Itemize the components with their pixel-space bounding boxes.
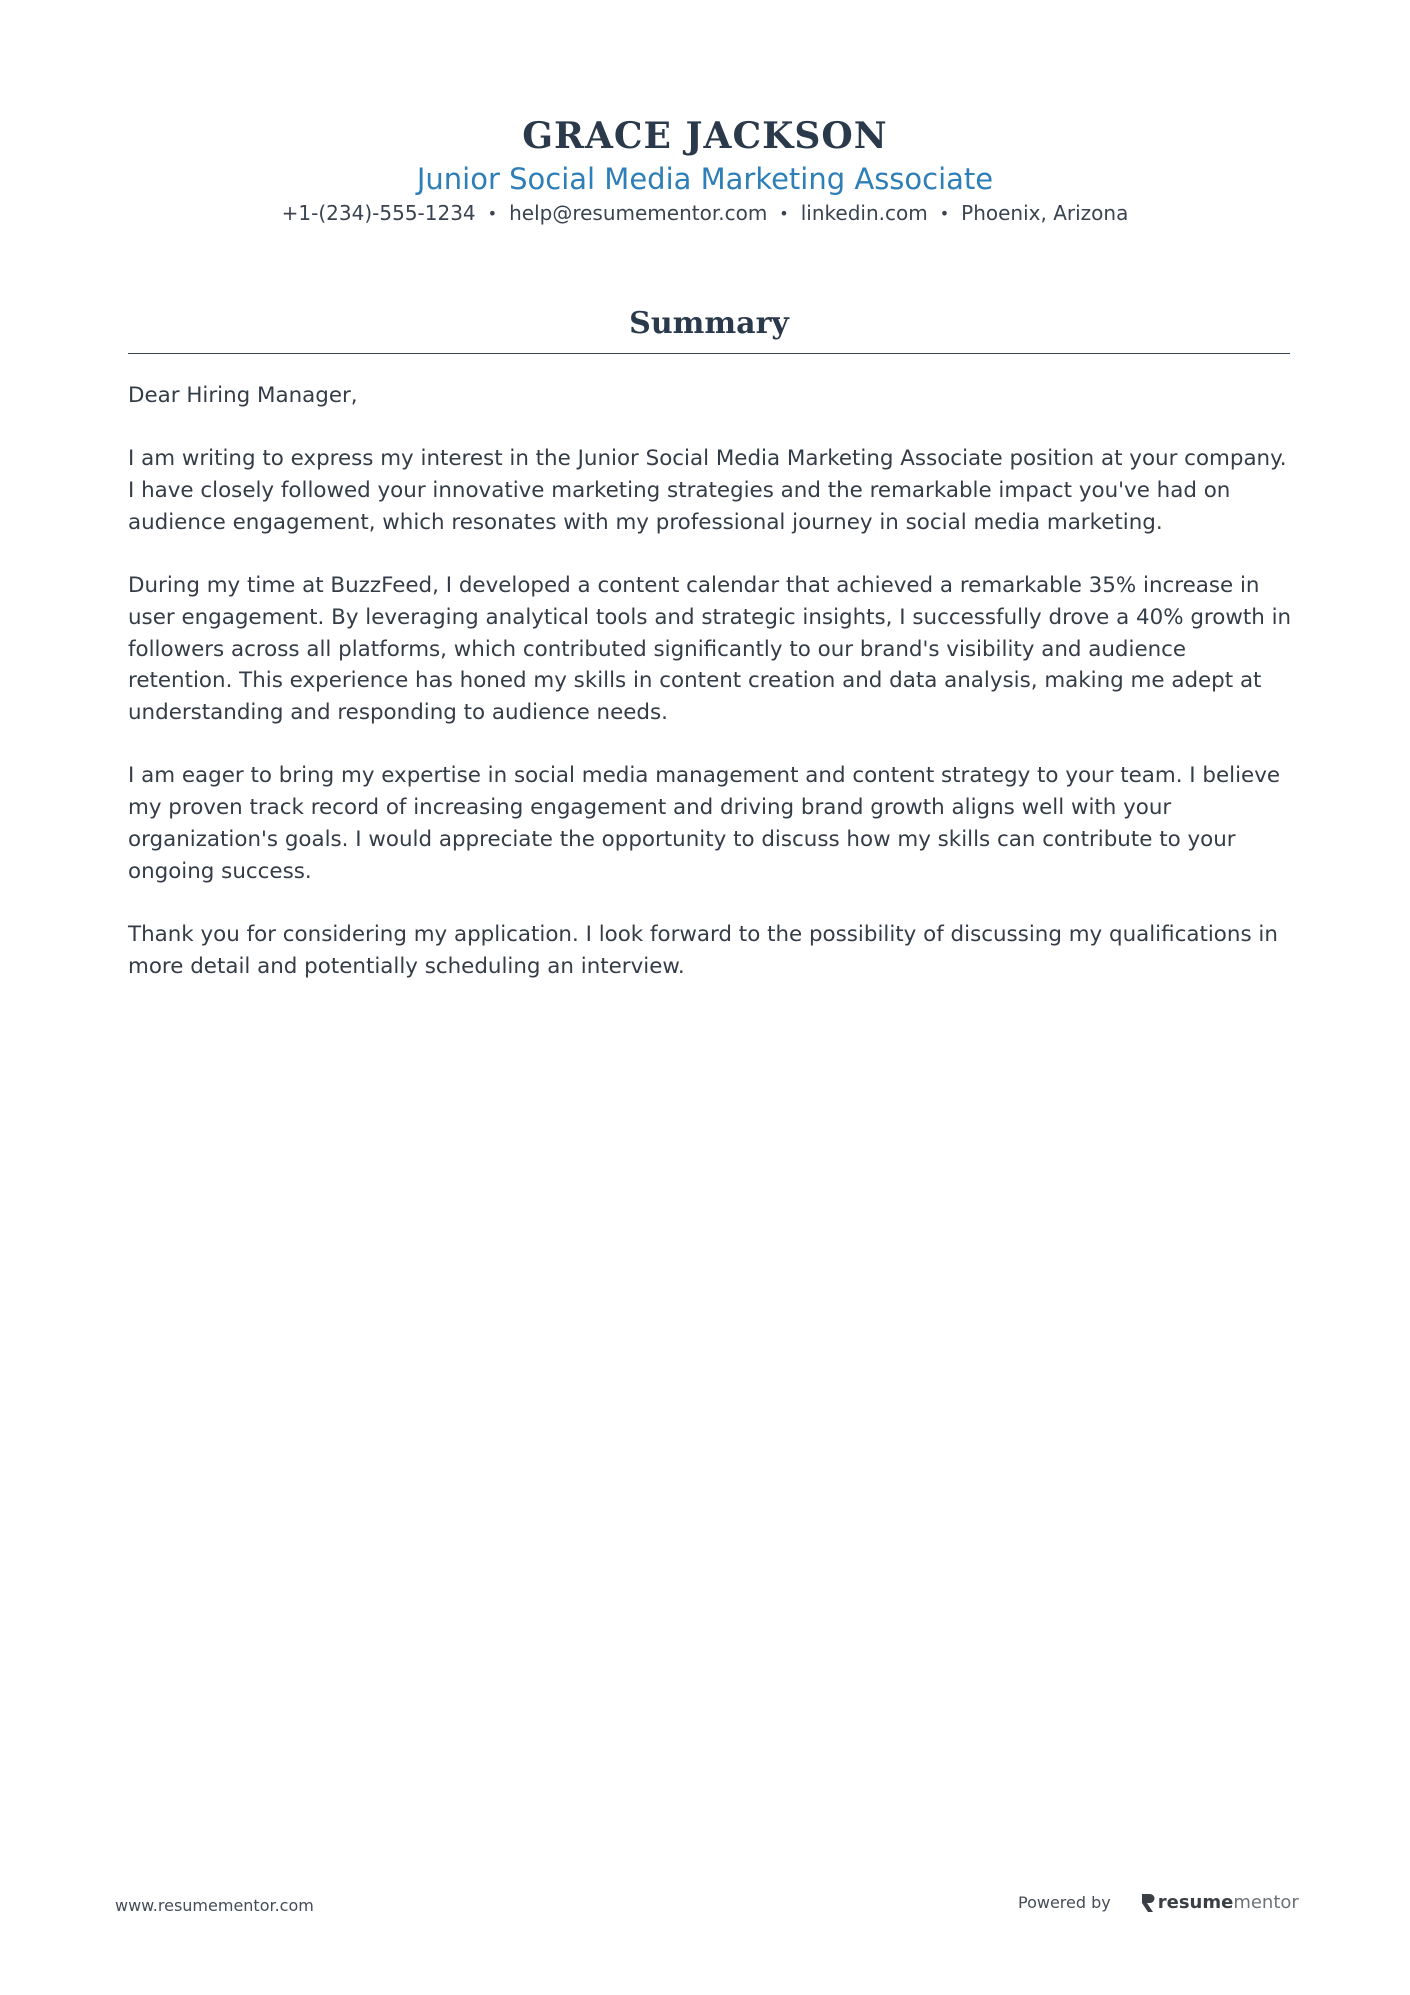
contact-location: Phoenix, Arizona	[961, 201, 1129, 225]
section-title-summary: Summary	[629, 306, 789, 341]
letter-paragraph: During my time at BuzzFeed, I developed a content calendar that achieved a remarkable 35% increase in user engagement. By leveraging analytical tools and strategic insights, I successfully drove a 40% growth in followers across all platforms, which contributed significantly to our brand's visibility and audience retention. This experience has honed my skills in content creation and data analysis, making me adept at understanding and responding to audience needs.	[128, 573, 1292, 725]
contact-separator: •	[779, 204, 789, 223]
letter-paragraph: I am writing to express my interest in the Junior Social Media Marketing Associate position at your company. I have closely followed your innovative marketing strategies and the remarkable impact you've had on audience engagement, which resonates with my professional journey in social media marketing.	[128, 446, 1287, 535]
footer-website: www.resumementor.com	[115, 1896, 314, 1915]
section-divider	[128, 353, 1290, 354]
contact-email: help@resumementor.com	[509, 201, 768, 225]
brand-name-light: mentor	[1233, 1892, 1299, 1913]
contact-phone: +1-(234)-555-1234	[281, 201, 476, 225]
contact-linkedin: linkedin.com	[800, 201, 928, 225]
job-title: Junior Social Media Marketing Associate	[416, 162, 994, 196]
letter-body	[128, 380, 1293, 1014]
contact-separator: •	[487, 204, 498, 223]
contact-separator: •	[939, 204, 950, 223]
section-heading	[128, 303, 1290, 345]
letter-paragraph: Thank you for considering my application. I look forward to the possibility of discussing my qualifications in more detail and potentially scheduling an interview.	[128, 921, 1278, 979]
powered-by-label: Powered by	[1018, 1893, 1111, 1912]
candidate-name: GRACE JACKSON	[522, 115, 888, 157]
letter-greeting: Dear Hiring Manager,	[128, 383, 358, 408]
resumementor-logo-icon	[1141, 1893, 1155, 1913]
contact-line	[0, 198, 1410, 229]
brand-logo	[1141, 1892, 1299, 1913]
brand-name-bold: resume	[1157, 1892, 1234, 1913]
letter-paragraph: I am eager to bring my expertise in social media management and content strategy to your team. I believe my proven track record of increasing engagement and driving brand growth aligns well with your organization's goals. I would appreciate the opportunity to discuss how my skills can contribute to your ongoing success.	[128, 763, 1281, 884]
header	[0, 112, 1410, 229]
footer-branding	[1018, 1892, 1299, 1913]
